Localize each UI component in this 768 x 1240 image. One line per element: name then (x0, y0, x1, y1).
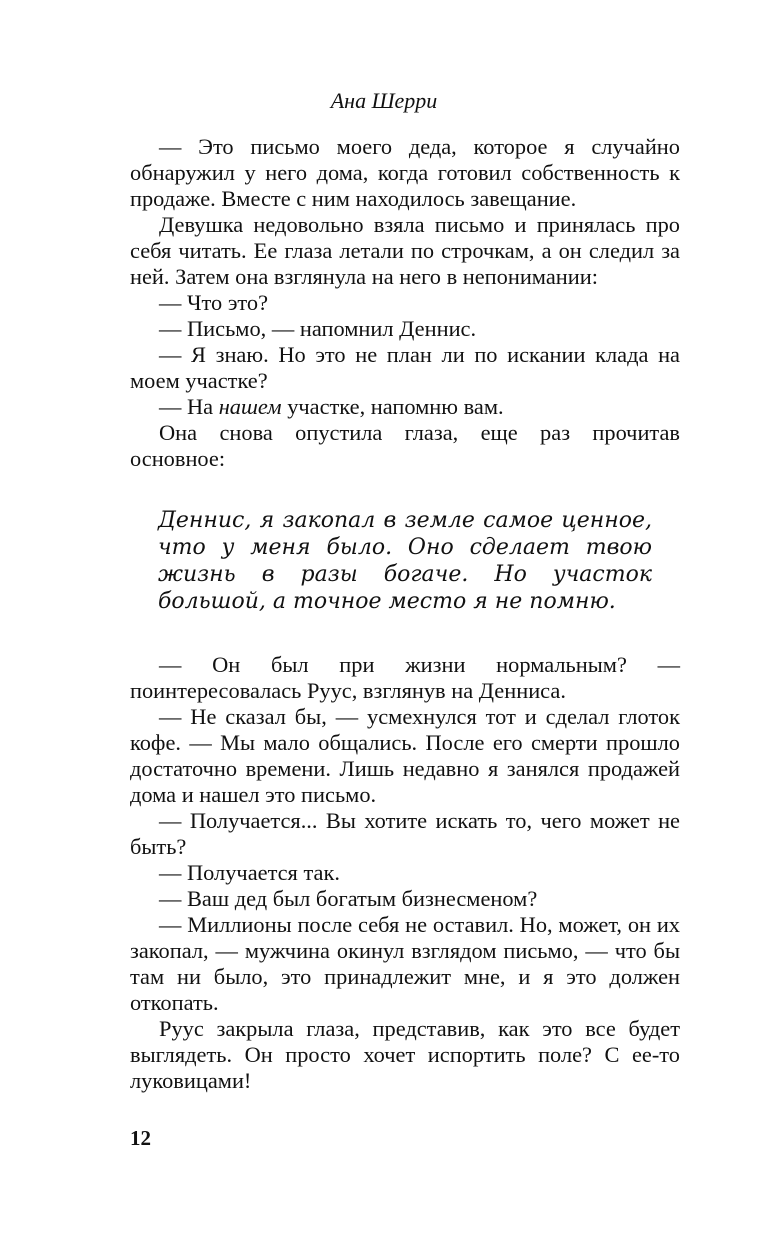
paragraph: — Я знаю. Но это не план ли по искании клада на моем участке? (130, 342, 680, 393)
paragraph: — Что это? (159, 290, 269, 315)
running-head-author: Ана Шерри (330, 88, 438, 113)
paragraph: — Получается так. (159, 860, 340, 885)
body-text (130, 134, 680, 1094)
paragraph: Девушка недовольно взяла письмо и принялась про себя читать. Ее глаза летали по строчкам, а он следил за ней. Затем она взглянула на него в непонимании: (130, 212, 680, 289)
paragraph: — Миллионы после себя не оставил. Но, может, он их закопал, — мужчина окинул взглядом письмо, — что бы там ни было, это принадлежит мне, и я это должен откопать. (130, 912, 680, 1015)
paragraph: Она снова опустила глаза, еще раз прочитав основное: (130, 420, 680, 471)
paragraph: — Не сказал бы, — усмехнулся тот и сделал глоток кофе. — Мы мало общались. После его смерти прошло достаточно времени. Лишь недавно я занялся продажей дома и нашел это письмо. (130, 704, 680, 807)
page-number: 12 (130, 1126, 151, 1150)
paragraph: — Это письмо моего деда, которое я случайно обнаружил у него дома, когда готовил собственность к продаже. Вместе с ним находилось завещание. (130, 134, 680, 211)
paragraph-part: участке, напомню вам. (281, 394, 504, 419)
paragraph: — Ваш дед был богатым бизнесменом? (159, 886, 538, 911)
paragraph-with-emphasis (130, 394, 680, 420)
handwritten-letter: Деннис, я закопал в земле самое ценное, что у меня было. Оно сделает твою жизнь в разы богаче. Но участок большой, а точное место я не помню. (158, 508, 652, 614)
paragraph-part: — На (159, 394, 219, 419)
paragraph: — Письмо, — напомнил Деннис. (159, 316, 477, 341)
paragraph: Руус закрыла глаза, представив, как это все будет выглядеть. Он просто хочет испортить поле? С ее-то луковицами! (130, 1016, 680, 1093)
paragraph: — Получается... Вы хотите искать то, чего может не быть? (130, 808, 680, 859)
paragraph: — Он был при жизни нормальным? — поинтересовалась Руус, взглянув на Денниса. (130, 652, 680, 703)
emphasis-word: нашем (218, 394, 282, 419)
